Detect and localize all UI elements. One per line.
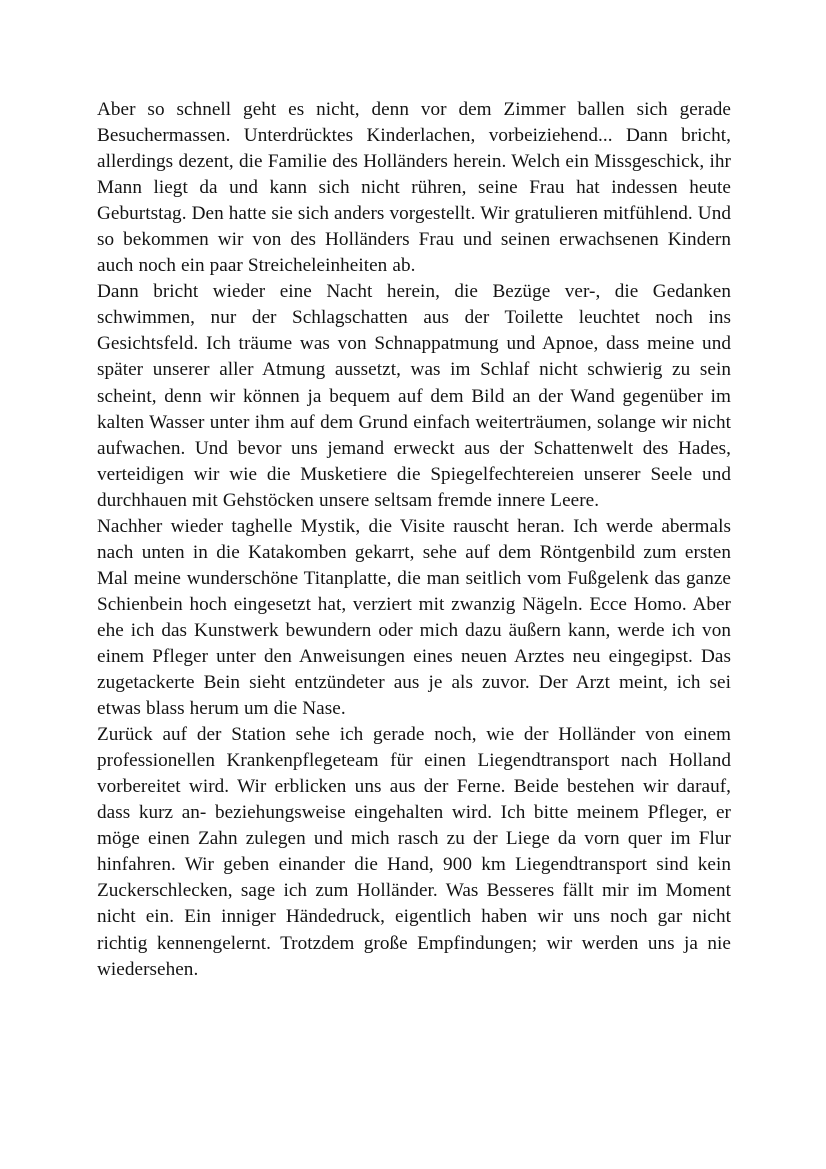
paragraph-2: Dann bricht wieder eine Nacht herein, die Bezüge ver-, die Gedanken schwimmen, nur der Schlagschatten aus der Toilette leuchtet noch ins Gesichtsfeld. Ich träume was von Schnappatmung und Apnoe, dass meine und später unserer aller Atmung aussetzt, was im Schlaf nicht schwierig zu sein scheint, denn wir können ja bequem auf dem Bild an der Wand gegenüber im kalten Wasser unter ihm auf dem Grund einfach weiterträumen, solange wir nicht aufwachen. Und bevor uns jemand erweckt aus der Schattenwelt des Hades, verteidigen wir wie die Musketiere die Spiegelfechtereien unserer Seele und durchhauen mit Gehstöcken unsere seltsam fremde innere Leere. bbox=[97, 281, 731, 511]
paragraph-3: Nachher wieder taghelle Mystik, die Visite rauscht heran. Ich werde abermals nach unten in die Katakomben gekarrt, sehe auf dem Röntgenbild zum ersten Mal meine wunderschöne Titanplatte, die man seitlich vom Fußgelenk das ganze Schienbein hoch eingesetzt hat, verziert mit zwanzig Nägeln. Ecce Homo. Aber ehe ich das Kunstwerk bewundern oder mich dazu äußern kann, werde ich von einem Pfleger unter den Anweisungen eines neuen Arztes neu eingegipst. Das zugetackerte Bein sieht entzündeter aus je als zuvor. Der Arzt meint, ich sei etwas blass herum um die Nase. bbox=[97, 515, 731, 720]
body-text-block bbox=[97, 97, 731, 983]
paragraph-1: Aber so schnell geht es nicht, denn vor dem Zimmer ballen sich gerade Besuchermassen. Unterdrücktes Kinderlachen, vorbeiziehend... Dann bricht, allerdings dezent, die Familie des Holländers herein. Welch ein Missgeschick, ihr Mann liegt da und kann sich nicht rühren, seine Frau hat indessen heute Geburtstag. Den hatte sie sich anders vorgestellt. Wir gratulieren mitfühlend. Und so bekommen wir von des Holländers Frau und seinen erwachsenen Kindern auch noch ein paar Streicheleinheiten ab. bbox=[97, 99, 731, 277]
paragraph-4: Zurück auf der Station sehe ich gerade noch, wie der Holländer von einem professionellen Krankenpflegeteam für einen Liegendtransport nach Holland vorbereitet wird. Wir erblicken uns aus der Ferne. Beide bestehen wir darauf, dass kurz an- beziehungsweise eingehalten wird. Ich bitte meinem Pfleger, er möge einen Zahn zulegen und mich rasch zu der Liege da vorn quer im Flur hinfahren. Wir geben einander die Hand, 900 km Liegendtransport sind kein Zuckerschlecken, sage ich zum Holländer. Was Besseres fällt mir im Moment nicht ein. Ein inniger Händedruck, eigentlich haben wir uns noch gar nicht richtig kennengelernt. Trotzdem große Empfindungen; wir werden uns ja nie wiedersehen. bbox=[97, 724, 731, 980]
